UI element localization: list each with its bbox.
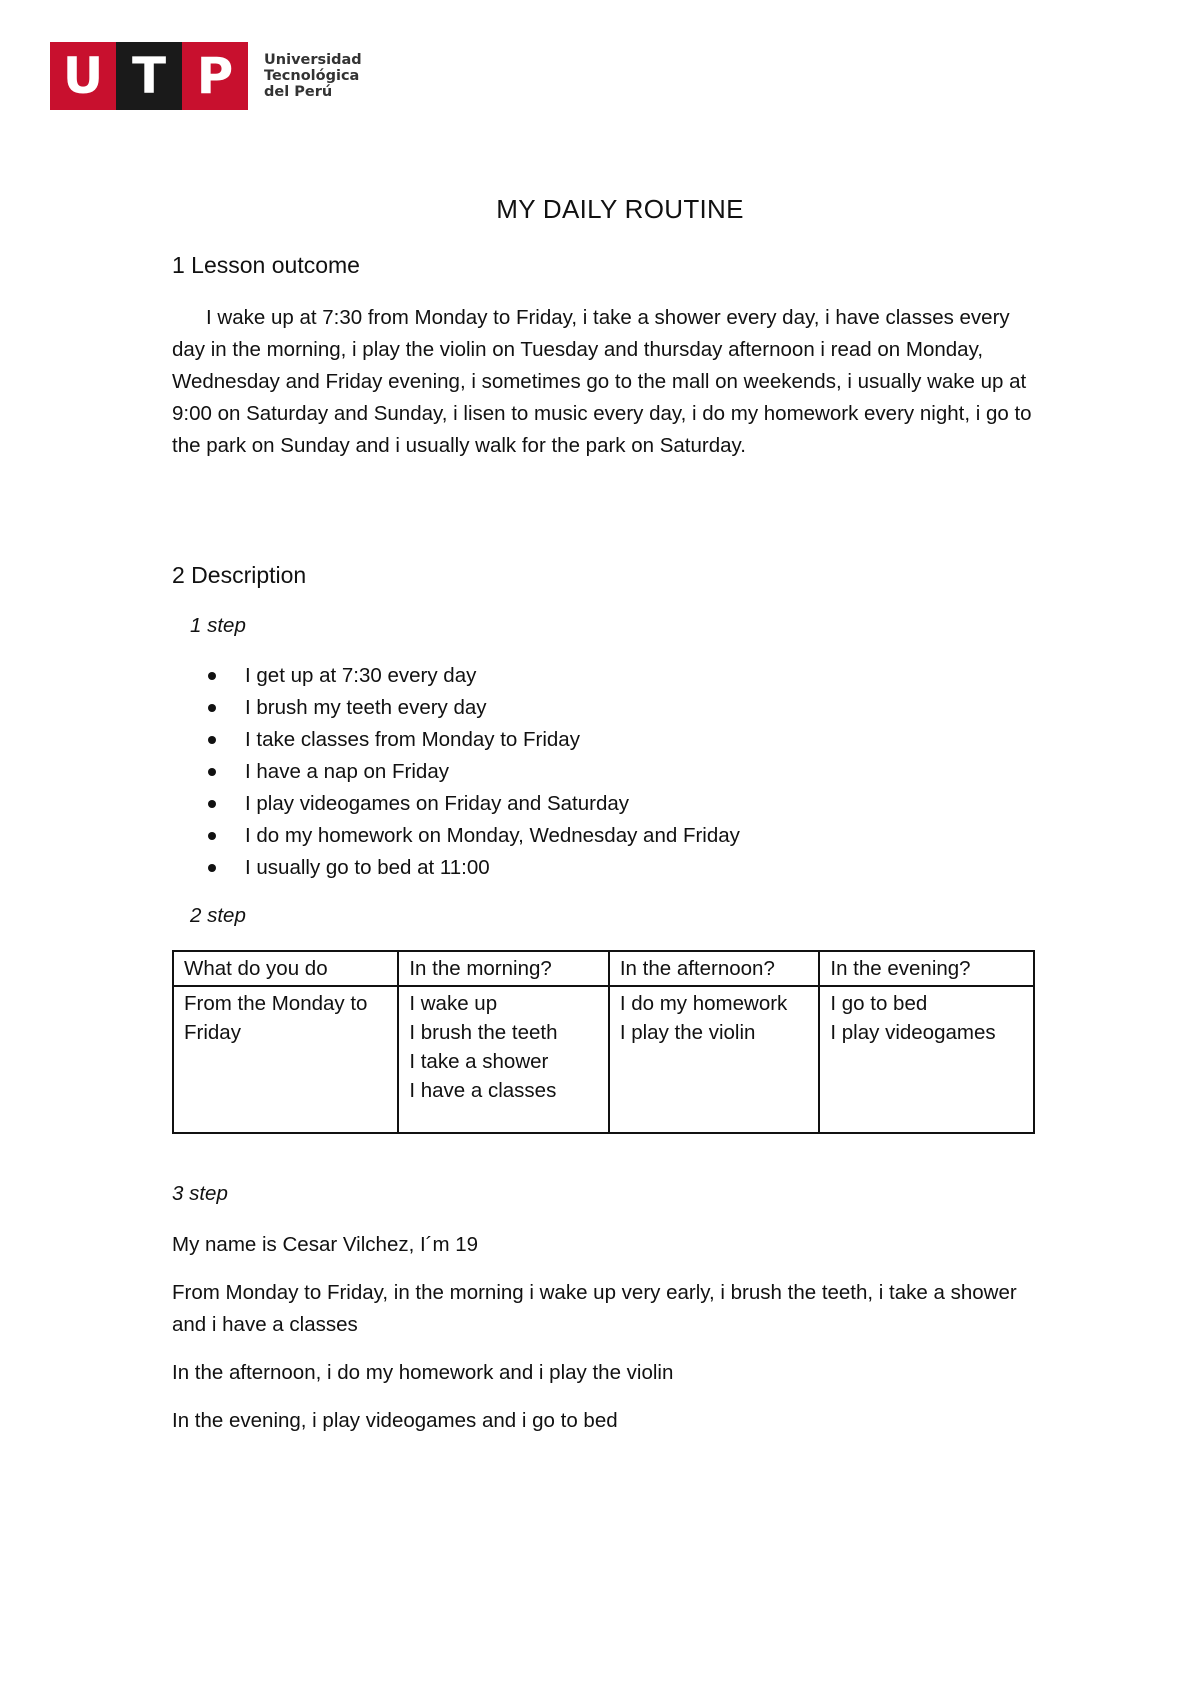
bullet-icon — [208, 864, 216, 872]
logo-line-3: del Perú — [264, 84, 333, 100]
section-heading-lesson-outcome: 1 Lesson outcome — [172, 252, 360, 278]
list-item — [172, 788, 740, 820]
bullet-icon — [208, 736, 216, 744]
list-item-text: I brush my teeth every day — [245, 696, 487, 719]
table-row — [173, 986, 1034, 1133]
document-title: MY DAILY ROUTINE — [496, 194, 744, 224]
cell-line: I take a shower — [409, 1050, 549, 1073]
table-header-cell: What do you do — [173, 951, 398, 986]
cell-line: I play the violin — [619, 1021, 756, 1044]
step-3-line: In the afternoon, i do my homework and i play the violin — [172, 1361, 674, 1384]
table-header-cell: In the morning? — [398, 951, 608, 986]
routine-table — [172, 950, 1035, 1134]
logo-letter-t: T — [116, 42, 182, 110]
logo-line-2: Tecnológica — [264, 68, 360, 84]
bullet-icon — [208, 704, 216, 712]
list-item — [172, 724, 740, 756]
list-item-text: I play videogames on Friday and Saturday — [245, 792, 630, 815]
cell-line: I have a classes — [409, 1079, 557, 1102]
table-cell-evening — [819, 986, 1034, 1133]
bullet-icon — [208, 800, 216, 808]
table-header-cell: In the afternoon? — [609, 951, 820, 986]
list-item — [172, 660, 740, 692]
list-item-text: I get up at 7:30 every day — [245, 664, 477, 687]
list-item-text: I usually go to bed at 11:00 — [245, 856, 490, 879]
cell-line: I go to bed — [830, 992, 928, 1015]
step-3-label: 3 step — [172, 1182, 228, 1205]
logo-wordmark — [264, 42, 362, 110]
table-cell-afternoon — [609, 986, 820, 1133]
cell-line: I brush the teeth — [409, 1021, 558, 1044]
bullet-icon — [208, 768, 216, 776]
utp-logo — [50, 42, 362, 110]
cell-line: I play videogames — [830, 1021, 996, 1044]
cell-line: I do my homework — [619, 992, 788, 1015]
table-cell-morning — [398, 986, 608, 1133]
list-item-text: I do my homework on Monday, Wednesday and Friday — [245, 824, 740, 847]
step-3-line: From Monday to Friday, in the morning i wake up very early, i brush the teeth, i take a shower and i have a classes — [172, 1281, 1017, 1336]
logo-line-1: Universidad — [264, 52, 362, 68]
step-2-label: 2 step — [190, 904, 246, 927]
step-3-line: My name is Cesar Vilchez, I´m 19 — [172, 1233, 479, 1256]
bullet-icon — [208, 832, 216, 840]
list-item-text: I take classes from Monday to Friday — [245, 728, 580, 751]
list-item — [172, 692, 740, 724]
list-item — [172, 820, 740, 852]
logo-letter-u: U — [50, 42, 116, 110]
table-cell-when: From the Monday to Friday — [173, 986, 398, 1133]
list-item — [172, 852, 740, 884]
bullet-icon — [208, 672, 216, 680]
step-1-label: 1 step — [190, 614, 246, 637]
step-1-bullet-list — [172, 660, 740, 884]
list-item-text: I have a nap on Friday — [245, 760, 449, 783]
lesson-outcome-paragraph: I wake up at 7:30 from Monday to Friday, i take a shower every day, i have classes every day in the morning, i play the violin on Tuesday and thursday afternoon i read on Monday, Wednesday and Friday evening, i sometimes go to the mall on weekends, i usually wake up at 9:00 on Saturday and Sunday, i lisen to music every day, i do my homework every night, i go to the park on Sunday and i usually walk for the park on Saturday. — [172, 306, 1032, 457]
table-header-cell: In the evening? — [819, 951, 1034, 986]
section-heading-description: 2 Description — [172, 562, 307, 588]
table-header-row — [173, 951, 1034, 986]
step-3-line: In the evening, i play videogames and i go to bed — [172, 1409, 618, 1432]
logo-letter-p: P — [182, 42, 248, 110]
list-item — [172, 756, 740, 788]
cell-line: I wake up — [409, 992, 498, 1015]
